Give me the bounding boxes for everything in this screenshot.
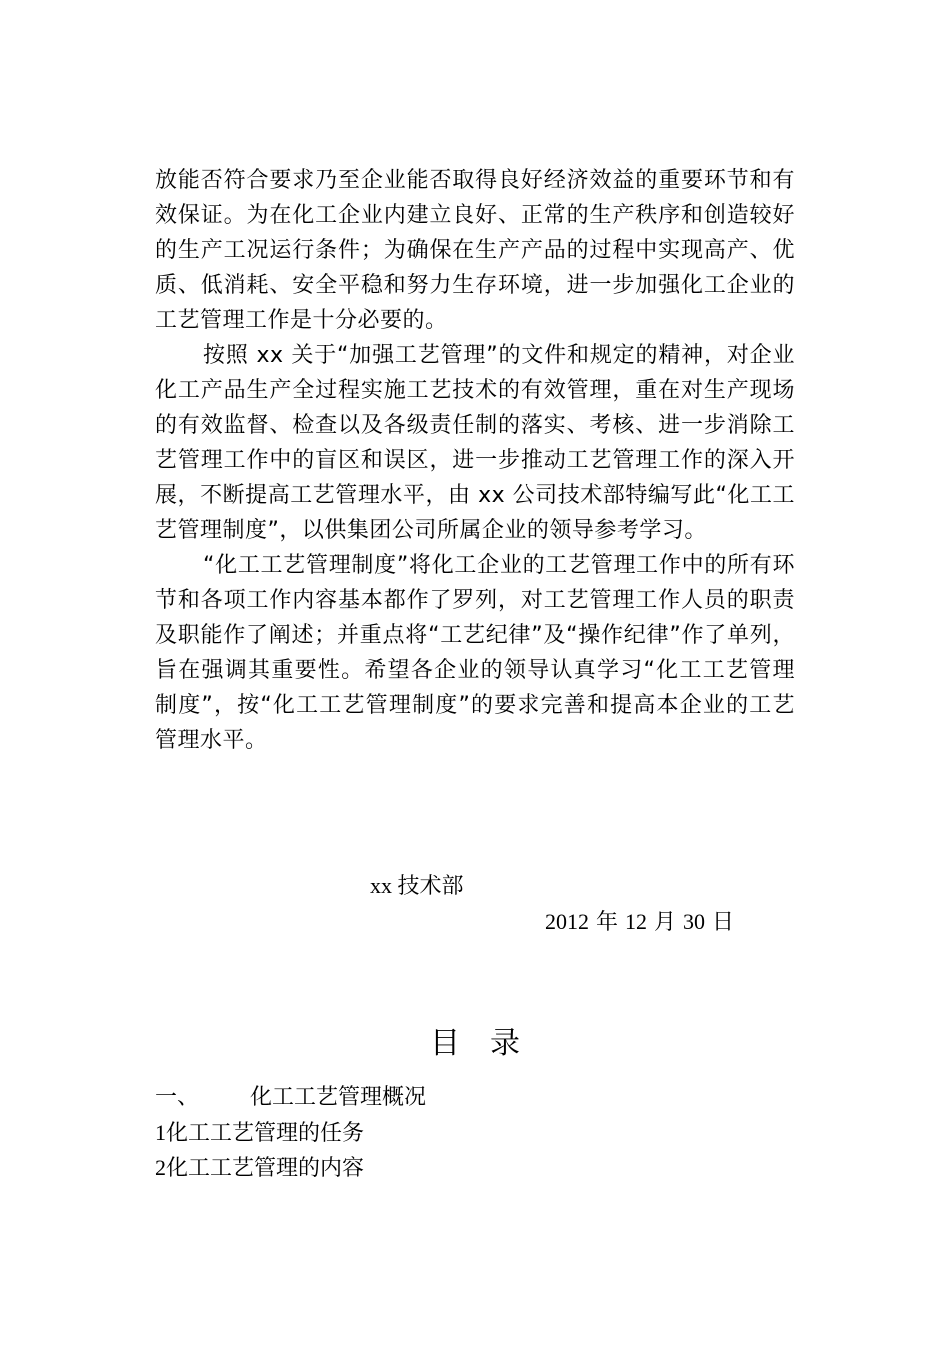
- intro-body: [155, 163, 795, 758]
- table-of-contents: [155, 1080, 426, 1185]
- date-day: 30: [683, 909, 705, 934]
- date-year: 2012: [545, 909, 589, 934]
- toc-item-number: 1: [155, 1120, 166, 1145]
- toc-item-number: 2: [155, 1155, 166, 1180]
- toc-item: [155, 1115, 426, 1150]
- date-month: 12: [625, 909, 647, 934]
- date-day-unit: 日: [705, 910, 734, 935]
- intro-paragraph-1: 放能否符合要求乃至企业能否取得良好经济效益的重要环节和有效保证。为在化工企业内建立良好、正常的生产秩序和创造较好的生产工况运行条件；为确保在生产产品的过程中实现高产、优质、低消耗、安全平稳和努力生存环境，进一步加强化工企业的工艺管理工作是十分必要的。: [155, 168, 795, 333]
- toc-item-label: 化工工艺管理概况: [250, 1085, 427, 1110]
- signature-date: [545, 904, 734, 940]
- intro-paragraph-2: 按照 xx 关于“加强工艺管理”的文件和规定的精神，对企业化工产品生产全过程实施工艺技术的有效管理，重在对生产现场的有效监督、检查以及各级责任制的落实、考核、进一步消除工艺管理工作中的盲区和误区，进一步推动工艺管理工作的深入开展，不断提高工艺管理水平，由 xx 公司技术部特编写此“化工工艺管理制度”，以供集团公司所属企业的领导参考学习。: [155, 343, 795, 543]
- toc-item-number: 一、: [155, 1085, 200, 1110]
- toc-item-label: 化工工艺管理的内容: [166, 1156, 365, 1181]
- date-month-unit: 月: [647, 910, 683, 935]
- signature-org-name: 技术部: [397, 874, 464, 899]
- toc-item: [155, 1150, 426, 1185]
- signature-org-prefix: xx: [370, 873, 398, 898]
- signature-org: [370, 868, 464, 904]
- toc-item-label: 化工工艺管理的任务: [166, 1121, 365, 1146]
- date-year-unit: 年: [589, 910, 625, 935]
- toc-item: [155, 1080, 426, 1115]
- intro-paragraph-3: “化工工艺管理制度”将化工企业的工艺管理工作中的所有环节和各项工作内容基本都作了罗列，对工艺管理工作人员的职责及职能作了阐述；并重点将“工艺纪律”及“操作纪律”作了单列，旨在强调其重要性。希望各企业的领导认真学习“化工工艺管理制度”，按“化工工艺管理制度”的要求完善和提高本企业的工艺管理水平。: [155, 553, 795, 753]
- toc-title: 目录: [430, 1026, 550, 1061]
